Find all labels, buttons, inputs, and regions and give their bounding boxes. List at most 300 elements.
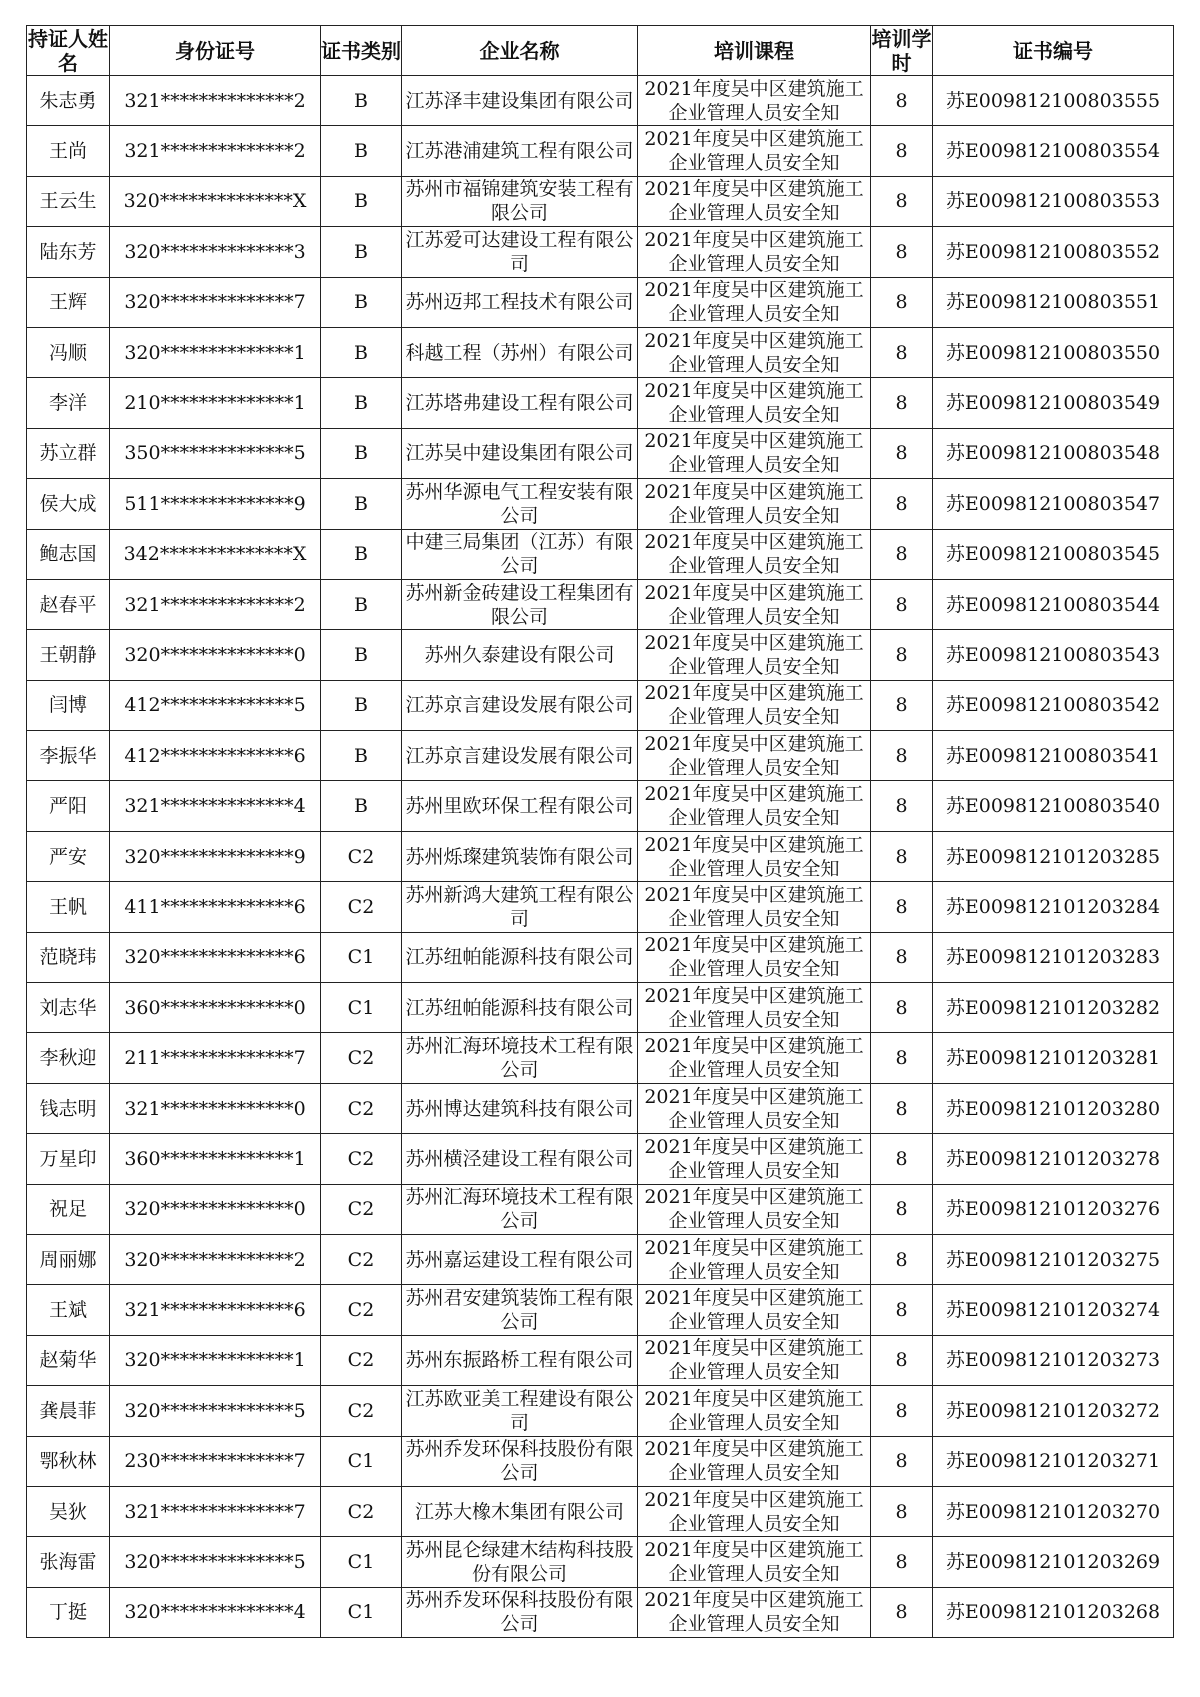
cell-holder-name: 朱志勇 xyxy=(27,76,110,126)
cell-hours: 8 xyxy=(871,277,933,327)
cell-course-text: 2021年度吴中区建筑施工企业管理人员安全知 xyxy=(644,581,864,628)
cell-cert-type: B xyxy=(321,579,402,629)
table-row xyxy=(27,1184,1174,1234)
cell-cert-type: B xyxy=(321,277,402,327)
cell-holder-name: 王尚 xyxy=(27,126,110,176)
cell-company xyxy=(402,227,638,277)
table-row xyxy=(27,1033,1174,1083)
table-row xyxy=(27,479,1174,529)
table-row xyxy=(27,277,1174,327)
table-row xyxy=(27,327,1174,377)
cell-course xyxy=(638,1386,871,1436)
cell-company-text: 江苏泽丰建设集团有限公司 xyxy=(405,89,634,112)
cell-cert-type: B xyxy=(321,327,402,377)
cell-course-text: 2021年度吴中区建筑施工企业管理人员安全知 xyxy=(644,732,864,779)
table-row xyxy=(27,932,1174,982)
cell-course xyxy=(638,176,871,226)
cell-hours: 8 xyxy=(871,932,933,982)
cell-hours: 8 xyxy=(871,1587,933,1637)
cell-cert-type: C2 xyxy=(321,1134,402,1184)
cell-course-text: 2021年度吴中区建筑施工企业管理人员安全知 xyxy=(644,1337,864,1384)
cell-cert-type: B xyxy=(321,176,402,226)
cell-cert-type: C1 xyxy=(321,1436,402,1486)
table-row xyxy=(27,428,1174,478)
cell-course-text: 2021年度吴中区建筑施工企业管理人员安全知 xyxy=(644,329,864,376)
cell-course-text: 2021年度吴中区建筑施工企业管理人员安全知 xyxy=(644,128,864,175)
cell-cert-type: C2 xyxy=(321,1083,402,1133)
cell-cert-type: C1 xyxy=(321,983,402,1033)
cell-cert-type: C2 xyxy=(321,1033,402,1083)
cell-id-number: 321**************0 xyxy=(110,1083,321,1133)
cell-company-text: 苏州君安建筑装饰工程有限公司 xyxy=(405,1287,634,1334)
cell-hours: 8 xyxy=(871,529,933,579)
cell-cert-number: 苏E009812100803543 xyxy=(933,630,1174,680)
header-id-number: 身份证号 xyxy=(110,26,321,76)
cell-id-number: 321**************4 xyxy=(110,781,321,831)
cell-course xyxy=(638,76,871,126)
table-row xyxy=(27,1486,1174,1536)
table-row xyxy=(27,1386,1174,1436)
cell-id-number: 320**************9 xyxy=(110,831,321,881)
cell-company xyxy=(402,882,638,932)
cell-company-text: 苏州嘉运建设工程有限公司 xyxy=(405,1248,634,1271)
cell-cert-type: C2 xyxy=(321,1285,402,1335)
cell-course xyxy=(638,1436,871,1486)
cell-course-text: 2021年度吴中区建筑施工企业管理人员安全知 xyxy=(644,1135,864,1182)
cell-hours: 8 xyxy=(871,327,933,377)
cell-course-text: 2021年度吴中区建筑施工企业管理人员安全知 xyxy=(644,1589,864,1636)
cell-holder-name: 赵春平 xyxy=(27,579,110,629)
table-row xyxy=(27,983,1174,1033)
cell-hours: 8 xyxy=(871,731,933,781)
cell-company xyxy=(402,1083,638,1133)
cell-id-number: 412**************5 xyxy=(110,680,321,730)
cell-holder-name: 李振华 xyxy=(27,731,110,781)
cell-cert-number: 苏E009812100803549 xyxy=(933,378,1174,428)
cell-company-text: 苏州久泰建设有限公司 xyxy=(424,643,615,666)
cell-holder-name: 鲍志国 xyxy=(27,529,110,579)
cell-course xyxy=(638,1033,871,1083)
cell-course-text: 2021年度吴中区建筑施工企业管理人员安全知 xyxy=(644,934,864,981)
cell-id-number: 230**************7 xyxy=(110,1436,321,1486)
cell-course xyxy=(638,680,871,730)
cell-company-text: 苏州昆仑绿建木结构科技股份有限公司 xyxy=(405,1539,634,1586)
cell-course-text: 2021年度吴中区建筑施工企业管理人员安全知 xyxy=(644,1085,864,1132)
cell-holder-name: 周丽娜 xyxy=(27,1234,110,1284)
cell-cert-number: 苏E009812100803548 xyxy=(933,428,1174,478)
cell-company xyxy=(402,680,638,730)
cell-cert-number: 苏E009812100803555 xyxy=(933,76,1174,126)
cell-company-text: 江苏纽帕能源科技有限公司 xyxy=(405,946,634,969)
cell-course xyxy=(638,227,871,277)
cell-id-number: 412**************6 xyxy=(110,731,321,781)
cell-company xyxy=(402,1436,638,1486)
cell-cert-type: B xyxy=(321,731,402,781)
cell-company xyxy=(402,1234,638,1284)
table-row xyxy=(27,1285,1174,1335)
cell-course xyxy=(638,781,871,831)
table-row xyxy=(27,1537,1174,1587)
cell-company-text: 苏州博达建筑科技有限公司 xyxy=(405,1097,634,1120)
cell-hours: 8 xyxy=(871,176,933,226)
cell-course xyxy=(638,932,871,982)
cell-holder-name: 万星印 xyxy=(27,1134,110,1184)
cell-hours: 8 xyxy=(871,1386,933,1436)
table-row xyxy=(27,1234,1174,1284)
cell-company-text: 江苏大橡木集团有限公司 xyxy=(414,1500,624,1523)
cell-course xyxy=(638,1134,871,1184)
cell-holder-name: 丁挺 xyxy=(27,1587,110,1637)
cell-company xyxy=(402,630,638,680)
certificate-table xyxy=(26,25,1174,1638)
cell-company-text: 科越工程（苏州）有限公司 xyxy=(405,341,634,364)
cell-id-number: 342**************X xyxy=(110,529,321,579)
table-row xyxy=(27,1436,1174,1486)
cell-company-text: 苏州横泾建设工程有限公司 xyxy=(405,1147,634,1170)
table-row xyxy=(27,1335,1174,1385)
cell-course xyxy=(638,1587,871,1637)
cell-cert-number: 苏E009812101203271 xyxy=(933,1436,1174,1486)
cell-cert-number: 苏E009812101203274 xyxy=(933,1285,1174,1335)
cell-hours: 8 xyxy=(871,1184,933,1234)
cell-cert-number: 苏E009812101203282 xyxy=(933,983,1174,1033)
cell-company-text: 苏州汇海环境技术工程有限公司 xyxy=(405,1035,634,1082)
cell-cert-type: B xyxy=(321,680,402,730)
cell-company xyxy=(402,831,638,881)
cell-hours: 8 xyxy=(871,227,933,277)
cell-company xyxy=(402,983,638,1033)
cell-id-number: 360**************1 xyxy=(110,1134,321,1184)
cell-course-text: 2021年度吴中区建筑施工企业管理人员安全知 xyxy=(644,984,864,1031)
cell-cert-type: C2 xyxy=(321,1184,402,1234)
cell-holder-name: 严安 xyxy=(27,831,110,881)
cell-holder-name: 龚晨菲 xyxy=(27,1386,110,1436)
cell-id-number: 350**************5 xyxy=(110,428,321,478)
cell-cert-number: 苏E009812101203272 xyxy=(933,1386,1174,1436)
cell-hours: 8 xyxy=(871,1083,933,1133)
cell-cert-type: C2 xyxy=(321,1335,402,1385)
cell-course xyxy=(638,983,871,1033)
cell-id-number: 211**************7 xyxy=(110,1033,321,1083)
cell-id-number: 320**************4 xyxy=(110,1587,321,1637)
cell-course-text: 2021年度吴中区建筑施工企业管理人员安全知 xyxy=(644,783,864,830)
cell-company xyxy=(402,932,638,982)
cell-company xyxy=(402,529,638,579)
table-row xyxy=(27,378,1174,428)
header-holder-name: 持证人姓名 xyxy=(28,26,108,75)
table-row xyxy=(27,831,1174,881)
cell-course xyxy=(638,1285,871,1335)
cell-course-text: 2021年度吴中区建筑施工企业管理人员安全知 xyxy=(644,682,864,729)
cell-cert-type: C2 xyxy=(321,1386,402,1436)
cell-company xyxy=(402,1184,638,1234)
table-row xyxy=(27,1587,1174,1637)
cell-course xyxy=(638,1234,871,1284)
cell-company xyxy=(402,1587,638,1637)
cell-course-text: 2021年度吴中区建筑施工企业管理人员安全知 xyxy=(644,77,864,124)
cell-cert-number: 苏E009812100803550 xyxy=(933,327,1174,377)
cell-hours: 8 xyxy=(871,983,933,1033)
cell-hours: 8 xyxy=(871,378,933,428)
table-header xyxy=(27,26,1174,76)
cell-id-number: 320**************2 xyxy=(110,1234,321,1284)
cell-company-text: 江苏欧亚美工程建设有限公司 xyxy=(405,1387,634,1434)
cell-course-text: 2021年度吴中区建筑施工企业管理人员安全知 xyxy=(644,1539,864,1586)
cell-course-text: 2021年度吴中区建筑施工企业管理人员安全知 xyxy=(644,228,864,275)
cell-cert-number: 苏E009812101203278 xyxy=(933,1134,1174,1184)
cell-holder-name: 吴狄 xyxy=(27,1486,110,1536)
cell-company xyxy=(402,1386,638,1436)
cell-company-text: 苏州里欧环保工程有限公司 xyxy=(405,795,634,818)
cell-company-text: 江苏纽帕能源科技有限公司 xyxy=(405,996,634,1019)
cell-holder-name: 王朝静 xyxy=(27,630,110,680)
cell-cert-type: B xyxy=(321,126,402,176)
cell-course-text: 2021年度吴中区建筑施工企业管理人员安全知 xyxy=(644,480,864,527)
cell-hours: 8 xyxy=(871,1234,933,1284)
cell-hours: 8 xyxy=(871,1436,933,1486)
cell-hours: 8 xyxy=(871,630,933,680)
table-row xyxy=(27,176,1174,226)
cell-id-number: 321**************6 xyxy=(110,1285,321,1335)
cell-cert-type: C1 xyxy=(321,1587,402,1637)
cell-hours: 8 xyxy=(871,1486,933,1536)
cell-course xyxy=(638,1335,871,1385)
cell-id-number: 320**************X xyxy=(110,176,321,226)
cell-id-number: 320**************1 xyxy=(110,1335,321,1385)
cell-course-text: 2021年度吴中区建筑施工企业管理人员安全知 xyxy=(644,178,864,225)
cell-cert-type: C2 xyxy=(321,1234,402,1284)
cell-company xyxy=(402,1285,638,1335)
cell-course-text: 2021年度吴中区建筑施工企业管理人员安全知 xyxy=(644,1287,864,1334)
header-course: 培训课程 xyxy=(638,26,871,76)
table-row xyxy=(27,731,1174,781)
cell-cert-number: 苏E009812100803540 xyxy=(933,781,1174,831)
table-body xyxy=(27,76,1174,1638)
cell-holder-name: 王斌 xyxy=(27,1285,110,1335)
table-row xyxy=(27,1134,1174,1184)
cell-id-number: 321**************7 xyxy=(110,1486,321,1536)
cell-cert-number: 苏E009812101203270 xyxy=(933,1486,1174,1536)
cell-hours: 8 xyxy=(871,126,933,176)
cell-course xyxy=(638,428,871,478)
cell-course xyxy=(638,378,871,428)
header-company: 企业名称 xyxy=(402,26,638,76)
cell-hours: 8 xyxy=(871,579,933,629)
cell-cert-number: 苏E009812101203283 xyxy=(933,932,1174,982)
cell-holder-name: 李洋 xyxy=(27,378,110,428)
cell-cert-number: 苏E009812101203275 xyxy=(933,1234,1174,1284)
table-row xyxy=(27,882,1174,932)
cell-company xyxy=(402,378,638,428)
cell-company-text: 苏州新金砖建设工程集团有限公司 xyxy=(405,581,634,628)
cell-hours: 8 xyxy=(871,1285,933,1335)
cell-cert-type: C1 xyxy=(321,1537,402,1587)
cell-company xyxy=(402,731,638,781)
cell-holder-name: 张海雷 xyxy=(27,1537,110,1587)
cell-holder-name: 严阳 xyxy=(27,781,110,831)
table-row xyxy=(27,529,1174,579)
header-cert-number: 证书编号 xyxy=(933,26,1174,76)
cell-hours: 8 xyxy=(871,1335,933,1385)
cell-cert-type: B xyxy=(321,630,402,680)
cell-company xyxy=(402,781,638,831)
cell-hours: 8 xyxy=(871,781,933,831)
cell-cert-number: 苏E009812100803544 xyxy=(933,579,1174,629)
cell-cert-number: 苏E009812101203268 xyxy=(933,1587,1174,1637)
cell-company xyxy=(402,1537,638,1587)
cell-cert-number: 苏E009812101203280 xyxy=(933,1083,1174,1133)
cell-id-number: 321**************2 xyxy=(110,126,321,176)
cell-company-text: 苏州华源电气工程安装有限公司 xyxy=(405,480,634,527)
table-row xyxy=(27,630,1174,680)
cell-course-text: 2021年度吴中区建筑施工企业管理人员安全知 xyxy=(644,531,864,578)
cell-cert-number: 苏E009812100803553 xyxy=(933,176,1174,226)
cell-cert-type: B xyxy=(321,227,402,277)
cell-cert-type: B xyxy=(321,529,402,579)
cell-cert-type: C2 xyxy=(321,831,402,881)
cell-company-text: 苏州东振路桥工程有限公司 xyxy=(405,1349,634,1372)
cell-course-text: 2021年度吴中区建筑施工企业管理人员安全知 xyxy=(644,833,864,880)
cell-course xyxy=(638,579,871,629)
cell-cert-number: 苏E009812101203273 xyxy=(933,1335,1174,1385)
cell-course xyxy=(638,630,871,680)
cell-company-text: 江苏塔弗建设工程有限公司 xyxy=(405,392,634,415)
cell-id-number: 320**************6 xyxy=(110,932,321,982)
cell-company xyxy=(402,1134,638,1184)
cell-company-text: 苏州市福锦建筑安装工程有限公司 xyxy=(405,178,634,225)
cell-id-number: 321**************2 xyxy=(110,579,321,629)
cell-cert-type: B xyxy=(321,378,402,428)
cell-company-text: 苏州烁璨建筑装饰有限公司 xyxy=(405,845,634,868)
cell-holder-name: 闫博 xyxy=(27,680,110,730)
header-cert-type: 证书类别 xyxy=(321,26,402,76)
cell-company-text: 中建三局集团（江苏）有限公司 xyxy=(405,531,634,578)
table-row xyxy=(27,76,1174,126)
cell-holder-name: 范晓玮 xyxy=(27,932,110,982)
cell-cert-number: 苏E009812101203285 xyxy=(933,831,1174,881)
cell-cert-type: C2 xyxy=(321,1486,402,1536)
cell-holder-name: 鄂秋林 xyxy=(27,1436,110,1486)
cell-id-number: 320**************7 xyxy=(110,277,321,327)
cell-hours: 8 xyxy=(871,1033,933,1083)
cell-holder-name: 刘志华 xyxy=(27,983,110,1033)
cell-hours: 8 xyxy=(871,1537,933,1587)
table-row xyxy=(27,781,1174,831)
cell-cert-number: 苏E009812100803542 xyxy=(933,680,1174,730)
cell-company-text: 江苏吴中建设集团有限公司 xyxy=(405,442,634,465)
cell-company-text: 苏州乔发环保科技股份有限公司 xyxy=(405,1589,634,1636)
cell-cert-number: 苏E009812100803547 xyxy=(933,479,1174,529)
cell-hours: 8 xyxy=(871,680,933,730)
cell-id-number: 320**************1 xyxy=(110,327,321,377)
table-row xyxy=(27,126,1174,176)
cell-hours: 8 xyxy=(871,479,933,529)
table-row xyxy=(27,579,1174,629)
cell-course xyxy=(638,1537,871,1587)
cell-hours: 8 xyxy=(871,428,933,478)
cell-course-text: 2021年度吴中区建筑施工企业管理人员安全知 xyxy=(644,1488,864,1535)
cell-company-text: 苏州汇海环境技术工程有限公司 xyxy=(405,1186,634,1233)
cell-course xyxy=(638,1486,871,1536)
cell-course-text: 2021年度吴中区建筑施工企业管理人员安全知 xyxy=(644,631,864,678)
cell-holder-name: 王云生 xyxy=(27,176,110,226)
cell-cert-type: B xyxy=(321,781,402,831)
cell-holder-name: 王辉 xyxy=(27,277,110,327)
cell-id-number: 320**************3 xyxy=(110,227,321,277)
cell-course xyxy=(638,731,871,781)
cell-holder-name: 苏立群 xyxy=(27,428,110,478)
cell-course-text: 2021年度吴中区建筑施工企业管理人员安全知 xyxy=(644,1236,864,1283)
cell-cert-number: 苏E009812101203281 xyxy=(933,1033,1174,1083)
cell-company-text: 江苏爱可达建设工程有限公司 xyxy=(405,228,634,275)
cell-id-number: 320**************0 xyxy=(110,630,321,680)
cell-id-number: 210**************1 xyxy=(110,378,321,428)
cell-company-text: 苏州乔发环保科技股份有限公司 xyxy=(405,1438,634,1485)
cell-course xyxy=(638,277,871,327)
cell-id-number: 320**************0 xyxy=(110,1184,321,1234)
cell-course-text: 2021年度吴中区建筑施工企业管理人员安全知 xyxy=(644,279,864,326)
cell-cert-number: 苏E009812100803545 xyxy=(933,529,1174,579)
cell-cert-number: 苏E009812101203269 xyxy=(933,1537,1174,1587)
cell-course-text: 2021年度吴中区建筑施工企业管理人员安全知 xyxy=(644,883,864,930)
cell-course xyxy=(638,479,871,529)
cell-id-number: 320**************5 xyxy=(110,1537,321,1587)
cell-cert-number: 苏E009812100803551 xyxy=(933,277,1174,327)
cell-course xyxy=(638,882,871,932)
header-hours: 培训学时 xyxy=(871,26,932,75)
cell-holder-name: 李秋迎 xyxy=(27,1033,110,1083)
cell-company xyxy=(402,428,638,478)
cell-company-text: 苏州迈邦工程技术有限公司 xyxy=(405,291,634,314)
header-row xyxy=(27,26,1174,76)
cell-company-text: 江苏京言建设发展有限公司 xyxy=(405,694,634,717)
cell-cert-type: B xyxy=(321,479,402,529)
cell-company xyxy=(402,1486,638,1536)
cell-cert-number: 苏E009812101203284 xyxy=(933,882,1174,932)
cell-holder-name: 钱志明 xyxy=(27,1083,110,1133)
cell-cert-type: C2 xyxy=(321,882,402,932)
cell-company xyxy=(402,1033,638,1083)
cell-id-number: 321**************2 xyxy=(110,76,321,126)
cell-holder-name: 王帆 xyxy=(27,882,110,932)
cell-company xyxy=(402,277,638,327)
cell-course-text: 2021年度吴中区建筑施工企业管理人员安全知 xyxy=(644,380,864,427)
cell-id-number: 511**************9 xyxy=(110,479,321,529)
cell-cert-type: C1 xyxy=(321,932,402,982)
cell-id-number: 360**************0 xyxy=(110,983,321,1033)
cell-holder-name: 侯大成 xyxy=(27,479,110,529)
cell-company-text: 江苏京言建设发展有限公司 xyxy=(405,744,634,767)
cell-holder-name: 冯顺 xyxy=(27,327,110,377)
cell-id-number: 411**************6 xyxy=(110,882,321,932)
cell-course-text: 2021年度吴中区建筑施工企业管理人员安全知 xyxy=(644,1438,864,1485)
cell-course xyxy=(638,1184,871,1234)
table-row xyxy=(27,1083,1174,1133)
cell-course xyxy=(638,831,871,881)
cell-cert-number: 苏E009812100803541 xyxy=(933,731,1174,781)
cell-hours: 8 xyxy=(871,882,933,932)
cell-company xyxy=(402,1335,638,1385)
cell-cert-number: 苏E009812100803554 xyxy=(933,126,1174,176)
cell-company xyxy=(402,126,638,176)
table-row xyxy=(27,227,1174,277)
cell-company xyxy=(402,579,638,629)
cell-cert-type: B xyxy=(321,428,402,478)
cell-company xyxy=(402,76,638,126)
cell-course xyxy=(638,529,871,579)
cell-cert-number: 苏E009812101203276 xyxy=(933,1184,1174,1234)
cell-course-text: 2021年度吴中区建筑施工企业管理人员安全知 xyxy=(644,1186,864,1233)
